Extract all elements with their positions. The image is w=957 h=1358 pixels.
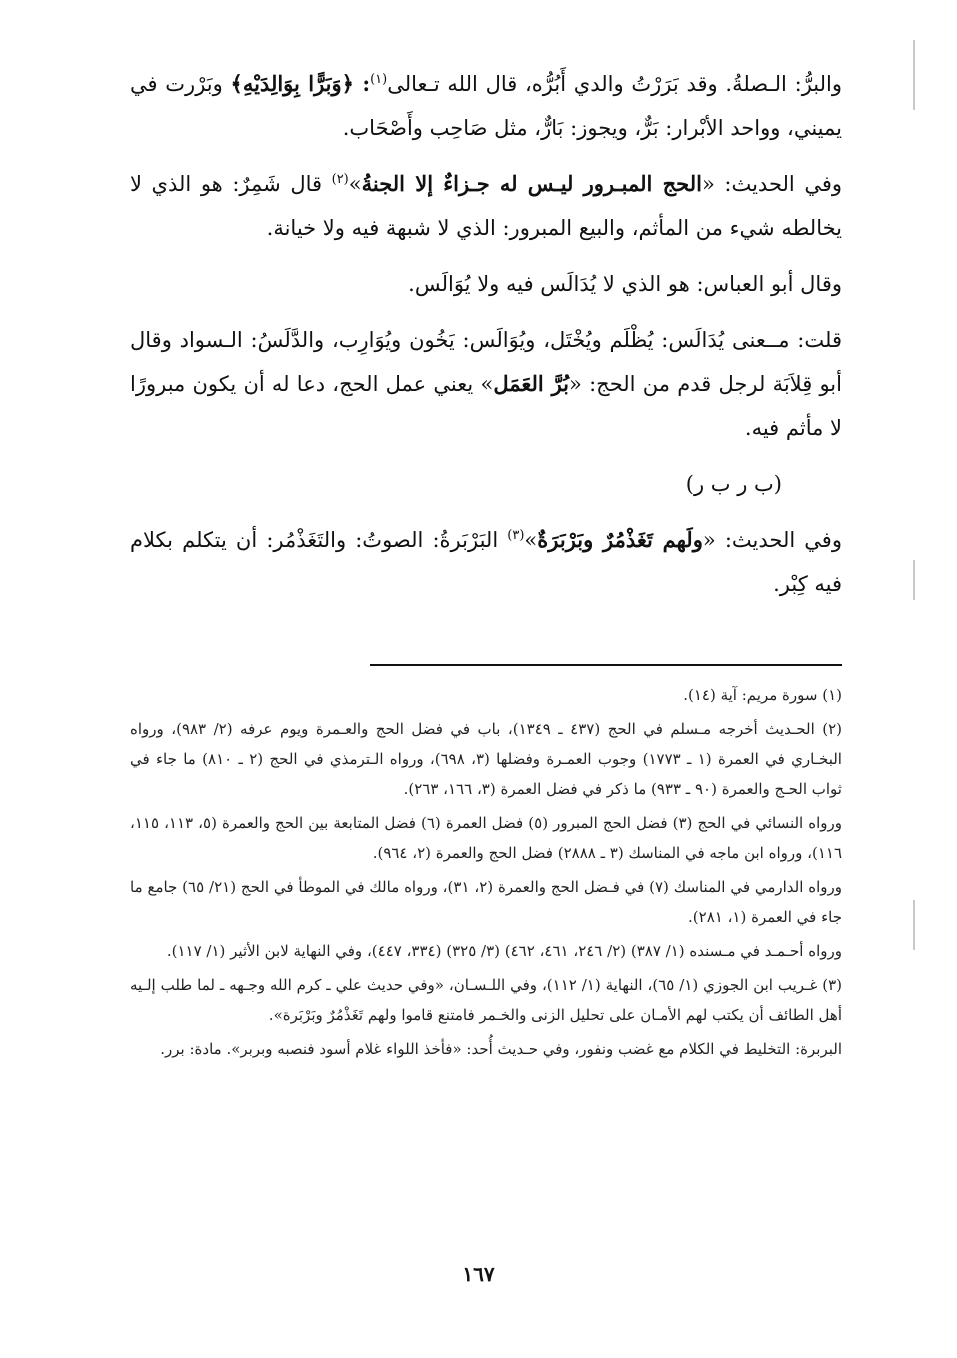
page-number: ١٦٧: [462, 1262, 495, 1286]
quran-quote: : ﴿وَبَرًّا بِوَالِدَيْهِ﴾: [230, 71, 371, 96]
footnote: (٢) الحـديث أخرجه مـسلم في الحج (٤٣٧ ـ ١٣٤٩)، باب في فضل الحج والعـمرة ويوم عرفه (٢/ ٩٨٣)، ورواه البخـاري في العمرة (١ ـ ١٧٧٣) وجوب العمـرة وفضلها (٣، ٦٩٨)، ورواه الـترمذي في الحج (٢ ـ ٨١٠) ما جاء في ثواب الحـج والعمرة (٩٠ ـ ٩٣٣) ما ذكر في فضل العمرة (٣، ١٦٦، ٢٦٣).: [130, 720, 843, 798]
page-edge-mark: [913, 560, 915, 600]
hadith-quote: الحج المبـرور ليـس له جـزاءٌ إلا الجنةُ: [361, 171, 702, 196]
footnote: البربرة: التخليط في الكلام مع غضب ونفور، وفي حـديث أُحد: «فأخذ اللواء غلام أسود فنصبه وبربر». مادة: برر.: [160, 1040, 842, 1058]
footnote: ورواه الدارمي في المناسك (٧) في فـضل الحج والعمرة (٢، ٣١)، ورواه مالك في الموطأ في الحج (٢١/ ٦٥) جامع ما جاء في العمرة (١، ٢٨١).: [130, 878, 843, 926]
footnote: ورواه أحـمـد في مـسنده (١/ ٣٨٧) (٢/ ٢٤٦، ٤٦١، ٤٦٢) (٣/ ٣٢٥) (٣٣٤، ٤٤٧)، وفي النهاية لابن الأثير (١/ ١١٧).: [166, 942, 842, 960]
paragraph: وقال أبو العباس: هو الذي لا يُدَالَس فيه ولا يُوَالَس.: [408, 272, 842, 296]
footnote: (١) سورة مريم: آية (١٤).: [683, 686, 842, 704]
footnote: ورواه النسائي في الحج (٣) فضل الحج المبرور (٥) فضل العمرة (٦) فضل المتابعة بين الحج والعمرة (٥، ١١٣، ١١٥، ١١٦)، ورواه ابن ماجه في المناسك (٣ ـ ٢٨٨٨) فضل الحج والعمرة (٢، ٩٦٤).: [130, 814, 843, 862]
footnote: (٣) غـريب ابن الجوزي (١/ ٦٥)، النهاية (١/ ١١٢)، وفي اللـسـان، «وفي حديث علي ـ كرم الله وجـهه ـ لما طلب إلـيه أهل الطائف أن يكتب لهم الأمـان على تحليل الزنى والخـمر فامتنع قاموا ولهم تَغَذْمُرٌ وبَرْبَرة».: [130, 976, 842, 1024]
footnotes: [130, 680, 842, 1068]
page-edge-mark: [913, 900, 915, 950]
main-text: [130, 62, 842, 618]
footnote-separator: [370, 664, 842, 666]
paragraph: قلت: مــعنى يُدَالَس: يُظْلَم ويُخْتَل، ويُوَالَس: يَخُون ويُوَارِب، والدَّلَسُ: الـسواد وقال أبو قِلاَبَة لرجل قدم من الحج: «بُرَّ العَمَل» يعني عمل الحج، دعا له أن يكون مبرورًا لا مأثم فيه.: [130, 328, 842, 440]
footnote-ref: (١): [370, 72, 388, 87]
hadith-quote: ولَهم تَغَذْمُرٌ وبَرْبَرَةٌ: [537, 527, 703, 552]
section-heading: (ب ر ب ر): [685, 472, 782, 496]
hadith-quote: بُرَّ العَمَل: [493, 371, 570, 396]
paragraph-continuation: وبَرْرت في يميني، وواحد الأبْرار: بَرٌّ، ويجوز: بَارٌّ، مثل صَاحِب وأَصْحَاب.: [130, 72, 842, 140]
page-edge-mark: [913, 40, 915, 110]
paragraph: والبرُّ: الـصلةُ. وقد بَرَرْتُ والدي أَبُرُّه، قال الله تـعالى$^{(١)}$: ﴿وَبَرًّا بِوَالِدَيْهِ﴾ وبَرْرت في يميني، وواحد الأبْرار: بَرٌّ، ويجوز: بَارٌّ، مثل صَاحِب وأَصْحَاب.: [130, 71, 842, 140]
footnote-ref: (٣): [507, 528, 525, 543]
footnote-ref: (٢): [331, 172, 349, 187]
paragraph: وفي الحديث: «ولَهم تَغَذْمُرٌ وبَرْبَرَةٌ»$^{(٣)}$ البَرْبَرةُ: الصوتُ: والتَغَذْمُر: أن يتكلم بكلام فيه كِبْر.: [130, 527, 842, 596]
paragraph: وفي الحديث: «الحج المبـرور ليـس له جـزاءٌ إلا الجنةُ»$^{(٢)}$ قال شَمِرٌ: هو الذي لا يخالطه شيء من المأثم، والبيع المبرور: الذي لا شبهة فيه ولا خيانة.: [130, 171, 843, 240]
